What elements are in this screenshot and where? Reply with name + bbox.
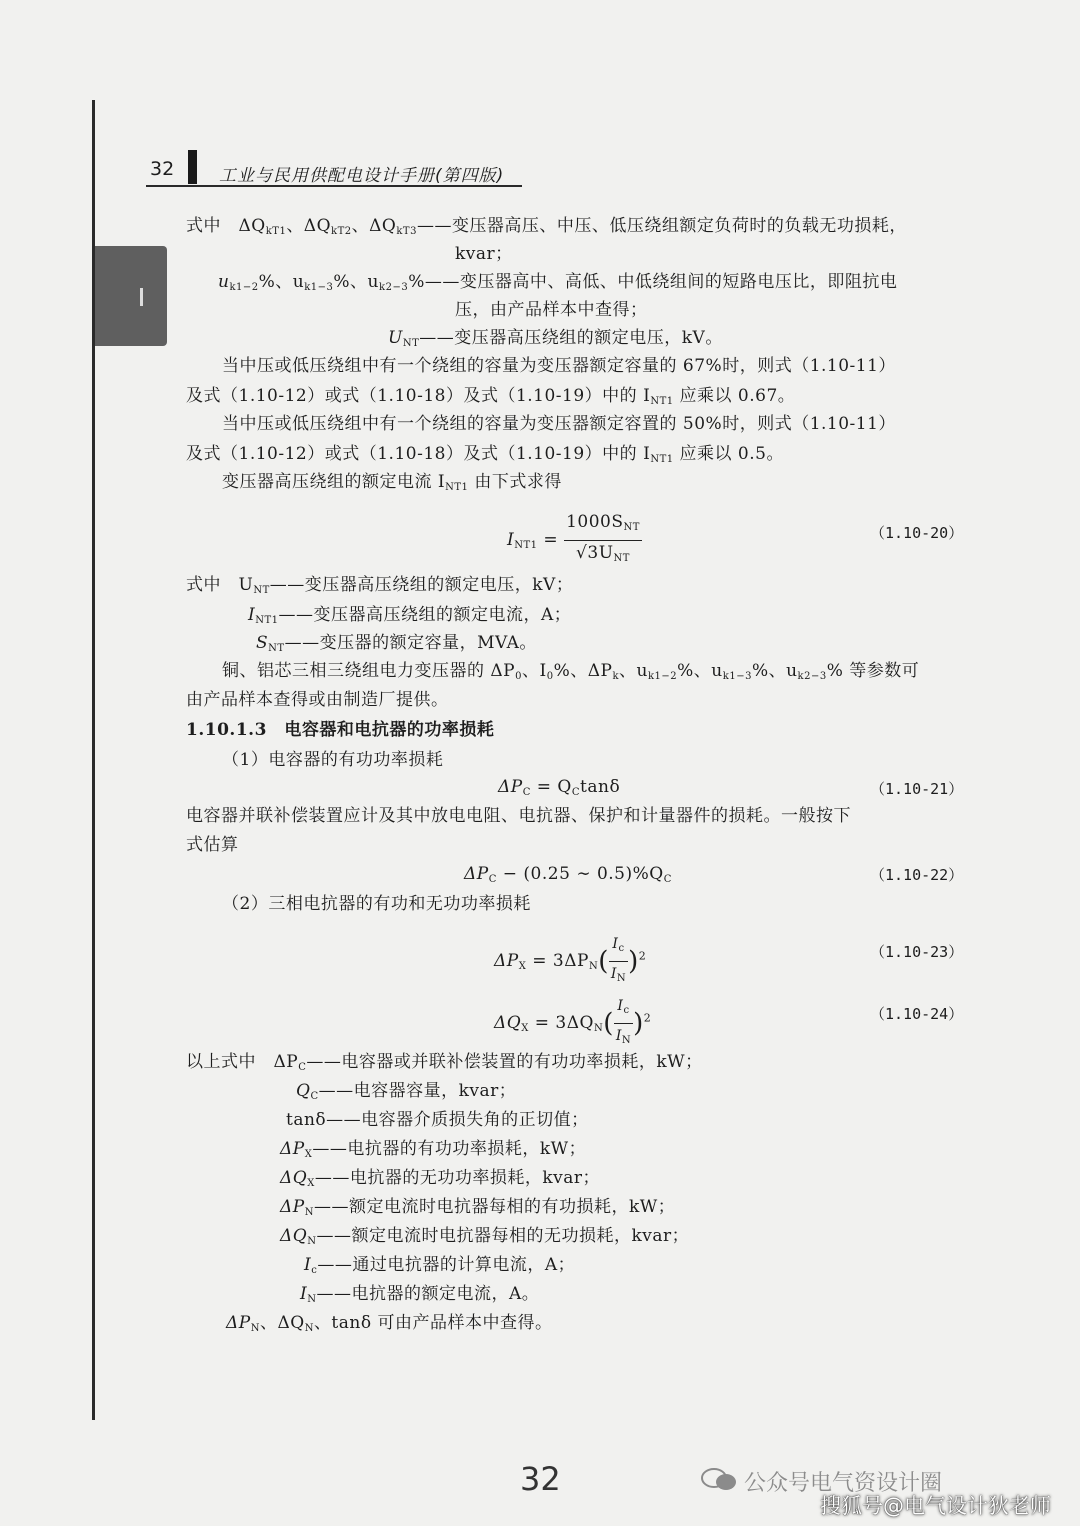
equation-1-10-20: $I_{NT1}$ = $\frac{1000S_{NT}}{√3U_{NT}}$	[507, 512, 640, 564]
chapter-tab-label	[140, 288, 143, 306]
definition-line: $\Delta Q_X——$电抗器的无功功率损耗，kvar；	[280, 1168, 601, 1189]
paragraph-line: 及式（1.10-12）或式（1.10-18）及式（1.10-19）中的 $I_{NT1}$ 应乘以 0.5。	[186, 444, 784, 465]
section-heading: 1.10.1.3 电容器和电抗器的功率损耗	[186, 720, 495, 740]
chapter-tab	[95, 246, 167, 346]
equation-number: （1.10-23）	[870, 943, 964, 961]
closing-line: $\Delta P_N$、$\Delta Q_N$、tanδ 可由产品样本中查得。	[226, 1313, 553, 1334]
header-bar	[188, 150, 197, 184]
header-page-number: 32	[150, 158, 175, 180]
subsection-heading: （1）电容器的有功功率损耗	[222, 750, 444, 770]
subsection-heading: （2）三相电抗器的有功和无功功率损耗	[222, 894, 531, 914]
paragraph-line: 电容器并联补偿装置应计及其中放电电阻、电抗器、保护和计量器件的损耗。一般按下	[186, 806, 851, 826]
paragraph-line: 式估算	[186, 835, 239, 855]
watermark-sohu: 搜狐号@电气设计狄老师	[820, 1494, 1051, 1518]
text-line: 式中 $\Delta Q_{kT1}$、$\Delta Q_{kT2}$、$\Delta Q_{kT3}——$变压器高压、中压、低压绕组额定负荷时的负载无功损耗，	[186, 216, 907, 237]
definition-line: $\Delta P_N——$额定电流时电抗器每相的有功损耗，kW；	[280, 1197, 676, 1218]
definition-line: $\Delta P_X——$电抗器的有功功率损耗，kW；	[280, 1139, 587, 1160]
text-line: $u_{k1-2}\%$、$u_{k1-3}\%$、$u_{k2-3}\%——$变压器高中、高低、中低绕组间的短路电压比，即阻抗电	[218, 272, 898, 293]
definition-line: tanδ——电容器介质损失角的正切值；	[286, 1110, 589, 1130]
definition-line: $\Delta Q_N——$额定电流时电抗器每相的无功损耗，kvar；	[280, 1226, 690, 1247]
paragraph-line: 铜、铝芯三相三绕组电力变压器的 $\Delta P_0$、$I_0\%$、$\Delta P_k$、$u_{k1-2}\%$、$u_{k1-3}\%$、$u_{k2-3}\%$ 等参数可	[222, 661, 920, 682]
paragraph-line: 当中压或低压绕组中有一个绕组的容量为变压器额定容置的 50%时，则式（1.10-11）	[222, 414, 896, 434]
equation-1-10-22: $\Delta P_C - (0.25$ ∼ $0.5)\%Q_C$	[464, 864, 672, 885]
equation-1-10-21: $\Delta P_C = Q_C\tan\delta$	[498, 777, 621, 798]
watermark-account: 公众号电气资设计圈	[744, 1471, 943, 1496]
equation-1-10-24: $\Delta Q_X = 3\Delta Q_N$( $\frac{I_c}{I_N}$ )$^2$	[494, 994, 651, 1053]
footer-page-number: 32	[520, 1460, 561, 1498]
equation-1-10-23: $\Delta P_X = 3\Delta P_N$( $\frac{I_c}{I_N}$ )$^2$	[494, 932, 646, 991]
paragraph-line: 由产品样本查得或由制造厂提供。	[186, 690, 449, 710]
book-title: 工业与民用供配电设计手册(第四版)	[219, 166, 505, 186]
equation-number: （1.10-24）	[870, 1005, 964, 1023]
text-line: $S_{NT}——$变压器的额定容量，MVA。	[256, 633, 537, 654]
text-line: kvar；	[455, 244, 513, 264]
definition-line: 以上式中 $\Delta P_C——$电容器或并联补偿装置的有功功率损耗，kW；	[186, 1052, 703, 1073]
definition-line: $I_N——$电抗器的额定电流，A。	[300, 1284, 540, 1305]
definition-line: $I_c——$通过电抗器的计算电流，A；	[304, 1255, 576, 1276]
text-line: $I_{NT1}——$变压器高压绕组的额定电流，A；	[248, 605, 572, 626]
text-line: 式中 $U_{NT}——$变压器高压绕组的额定电压，kV；	[186, 575, 574, 596]
equation-number: （1.10-22）	[870, 866, 964, 884]
equation-number: （1.10-21）	[870, 780, 964, 798]
definition-line: $Q_C——$电容器容量，kvar；	[296, 1081, 517, 1102]
wechat-icon	[700, 1466, 738, 1492]
equation-number: （1.10-20）	[870, 524, 964, 542]
paragraph-line: 及式（1.10-12）或式（1.10-18）及式（1.10-19）中的 $I_{NT1}$ 应乘以 0.67。	[186, 386, 796, 407]
text-line: 压，由产品样本中查得；	[455, 300, 648, 320]
paragraph-line: 当中压或低压绕组中有一个绕组的容量为变压器额定容量的 67%时，则式（1.10-11）	[222, 356, 896, 376]
paragraph-line: 变压器高压绕组的额定电流 $I_{NT1}$ 由下式求得	[222, 472, 562, 493]
text-line: $U_{NT}——$变压器高压绕组的额定电压，kV。	[388, 328, 723, 349]
